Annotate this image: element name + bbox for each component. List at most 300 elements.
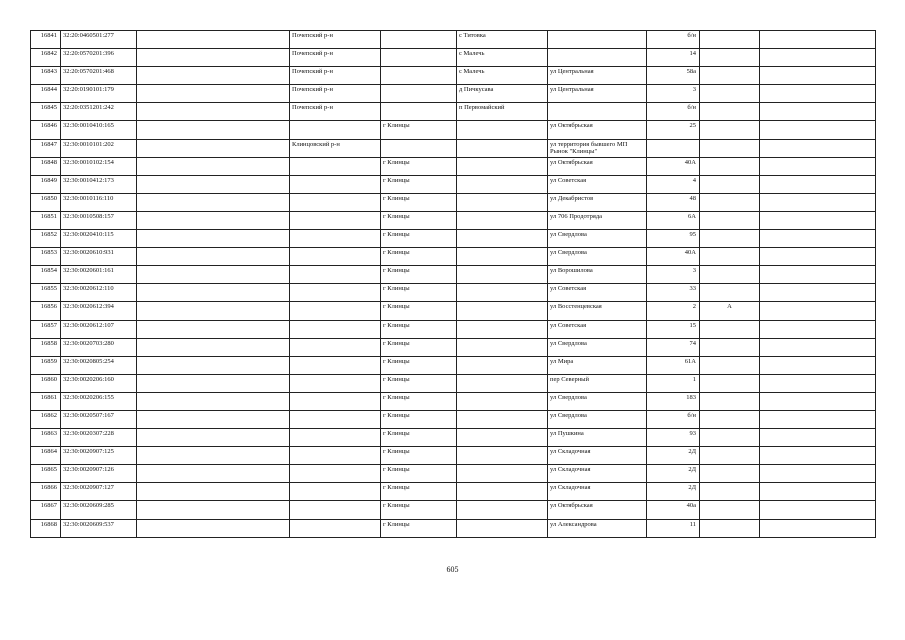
blank-cell (137, 302, 290, 320)
building-cell (700, 193, 760, 211)
cadastral-number-cell: 32:30:0010410:165 (61, 121, 137, 139)
house-number-cell: б/н (647, 410, 700, 428)
extra-cell (760, 465, 876, 483)
blank-cell (137, 447, 290, 465)
house-number-cell: 40А (647, 157, 700, 175)
row-number-cell: 16864 (31, 447, 61, 465)
settlement-cell (457, 139, 548, 157)
table-row (31, 284, 876, 302)
street-cell: ул Центральная (548, 67, 647, 85)
building-cell (700, 374, 760, 392)
city-cell: г Клинцы (381, 302, 457, 320)
building-cell (700, 483, 760, 501)
extra-cell (760, 266, 876, 284)
cadastral-number-cell: 32:30:0020601:161 (61, 266, 137, 284)
street-cell (548, 103, 647, 121)
row-number-cell: 16865 (31, 465, 61, 483)
settlement-cell (457, 356, 548, 374)
extra-cell (760, 338, 876, 356)
row-number-cell: 16844 (31, 85, 61, 103)
city-cell (381, 85, 457, 103)
district-cell (290, 483, 381, 501)
building-cell (700, 284, 760, 302)
settlement-cell: с Малечь (457, 49, 548, 67)
city-cell: г Клинцы (381, 230, 457, 248)
table-row (31, 193, 876, 211)
settlement-cell (457, 175, 548, 193)
house-number-cell (647, 139, 700, 157)
table-row (31, 429, 876, 447)
blank-cell (137, 374, 290, 392)
settlement-cell (457, 519, 548, 537)
table-row (31, 248, 876, 266)
settlement-cell (457, 302, 548, 320)
extra-cell (760, 157, 876, 175)
table-row (31, 139, 876, 157)
district-cell (290, 392, 381, 410)
settlement-cell (457, 230, 548, 248)
row-number-cell: 16842 (31, 49, 61, 67)
house-number-cell: 3 (647, 85, 700, 103)
street-cell: ул Октябрьская (548, 501, 647, 519)
house-number-cell: 2 (647, 302, 700, 320)
settlement-cell (457, 248, 548, 266)
city-cell: г Клинцы (381, 483, 457, 501)
extra-cell (760, 284, 876, 302)
city-cell (381, 139, 457, 157)
street-cell: ул Ворошилова (548, 266, 647, 284)
street-cell: ул Свердлова (548, 410, 647, 428)
table-body (31, 31, 876, 538)
building-cell (700, 320, 760, 338)
city-cell: г Клинцы (381, 248, 457, 266)
building-cell (700, 410, 760, 428)
settlement-cell (457, 374, 548, 392)
district-cell: Клинцовский р-н (290, 139, 381, 157)
street-cell: ул Складочная (548, 447, 647, 465)
row-number-cell: 16863 (31, 429, 61, 447)
cadastral-number-cell: 32:30:0020206:155 (61, 392, 137, 410)
house-number-cell: 33 (647, 284, 700, 302)
street-cell: ул Восстенцевская (548, 302, 647, 320)
cadastral-number-cell: 32:30:0020612:394 (61, 302, 137, 320)
blank-cell (137, 85, 290, 103)
blank-cell (137, 410, 290, 428)
street-cell: ул Мира (548, 356, 647, 374)
cadastral-number-cell: 32:30:0020609:285 (61, 501, 137, 519)
blank-cell (137, 483, 290, 501)
building-cell (700, 121, 760, 139)
extra-cell (760, 230, 876, 248)
street-cell (548, 49, 647, 67)
city-cell (381, 103, 457, 121)
row-number-cell: 16847 (31, 139, 61, 157)
cadastral-number-cell: 32:30:0020410:115 (61, 230, 137, 248)
table-row (31, 211, 876, 229)
blank-cell (137, 230, 290, 248)
street-cell: ул Складочная (548, 483, 647, 501)
blank-cell (137, 266, 290, 284)
building-cell (700, 519, 760, 537)
extra-cell (760, 193, 876, 211)
settlement-cell: с Титовка (457, 31, 548, 49)
settlement-cell: д Пичкусава (457, 85, 548, 103)
house-number-cell: 1 (647, 374, 700, 392)
extra-cell (760, 49, 876, 67)
district-cell (290, 284, 381, 302)
city-cell: г Клинцы (381, 266, 457, 284)
extra-cell (760, 320, 876, 338)
settlement-cell (457, 121, 548, 139)
row-number-cell: 16853 (31, 248, 61, 266)
blank-cell (137, 320, 290, 338)
settlement-cell (457, 320, 548, 338)
district-cell (290, 211, 381, 229)
district-cell (290, 447, 381, 465)
row-number-cell: 16846 (31, 121, 61, 139)
city-cell: г Клинцы (381, 429, 457, 447)
district-cell (290, 302, 381, 320)
extra-cell (760, 501, 876, 519)
district-cell: Почепский р-н (290, 49, 381, 67)
street-cell: ул Свердлова (548, 230, 647, 248)
extra-cell (760, 175, 876, 193)
city-cell: г Клинцы (381, 338, 457, 356)
cadastral-number-cell: 32:30:0020612:107 (61, 320, 137, 338)
extra-cell (760, 302, 876, 320)
city-cell: г Клинцы (381, 175, 457, 193)
extra-cell (760, 103, 876, 121)
cadastral-number-cell: 32:30:0020206:160 (61, 374, 137, 392)
settlement-cell (457, 157, 548, 175)
settlement-cell (457, 410, 548, 428)
district-cell (290, 175, 381, 193)
city-cell (381, 49, 457, 67)
page-number: 605 (446, 565, 459, 574)
building-cell (700, 230, 760, 248)
building-cell (700, 266, 760, 284)
house-number-cell: 40А (647, 248, 700, 266)
street-cell: ул 706 Продотряда (548, 211, 647, 229)
cadastral-number-cell: 32:30:0020703:280 (61, 338, 137, 356)
row-number-cell: 16860 (31, 374, 61, 392)
settlement-cell (457, 429, 548, 447)
extra-cell (760, 429, 876, 447)
street-cell: ул Свердлова (548, 338, 647, 356)
extra-cell (760, 211, 876, 229)
cadastral-number-cell: 32:30:0010101:202 (61, 139, 137, 157)
cadastral-number-cell: 32:20:0351201:242 (61, 103, 137, 121)
building-cell (700, 447, 760, 465)
district-cell (290, 519, 381, 537)
cadastral-number-cell: 32:30:0020612:110 (61, 284, 137, 302)
building-cell (700, 248, 760, 266)
blank-cell (137, 139, 290, 157)
table-row (31, 31, 876, 49)
extra-cell (760, 31, 876, 49)
blank-cell (137, 175, 290, 193)
table-row (31, 85, 876, 103)
cadastral-number-cell: 32:30:0020307:228 (61, 429, 137, 447)
extra-cell (760, 67, 876, 85)
blank-cell (137, 49, 290, 67)
street-cell: ул Александрова (548, 519, 647, 537)
cadastral-number-cell: 32:30:0020907:126 (61, 465, 137, 483)
house-number-cell: 74 (647, 338, 700, 356)
district-cell (290, 465, 381, 483)
building-cell (700, 67, 760, 85)
extra-cell (760, 374, 876, 392)
building-cell (700, 356, 760, 374)
city-cell (381, 31, 457, 49)
district-cell (290, 374, 381, 392)
house-number-cell: б/н (647, 31, 700, 49)
district-cell (290, 429, 381, 447)
extra-cell (760, 483, 876, 501)
extra-cell (760, 139, 876, 157)
street-cell: пер Северный (548, 374, 647, 392)
city-cell: г Клинцы (381, 519, 457, 537)
table-row (31, 302, 876, 320)
table-row (31, 121, 876, 139)
property-register-table (30, 30, 876, 538)
table-row (31, 67, 876, 85)
city-cell: г Клинцы (381, 501, 457, 519)
street-cell: ул Свердлова (548, 248, 647, 266)
table-row (31, 447, 876, 465)
blank-cell (137, 193, 290, 211)
extra-cell (760, 392, 876, 410)
district-cell (290, 121, 381, 139)
district-cell: Почепский р-н (290, 31, 381, 49)
row-number-cell: 16854 (31, 266, 61, 284)
blank-cell (137, 501, 290, 519)
blank-cell (137, 356, 290, 374)
building-cell (700, 49, 760, 67)
house-number-cell: 40а (647, 501, 700, 519)
row-number-cell: 16852 (31, 230, 61, 248)
house-number-cell: 93 (647, 429, 700, 447)
settlement-cell (457, 338, 548, 356)
cadastral-number-cell: 32:30:0020507:167 (61, 410, 137, 428)
building-cell (700, 31, 760, 49)
extra-cell (760, 447, 876, 465)
district-cell (290, 266, 381, 284)
city-cell: г Клинцы (381, 320, 457, 338)
row-number-cell: 16857 (31, 320, 61, 338)
table-row (31, 266, 876, 284)
settlement-cell (457, 465, 548, 483)
district-cell (290, 410, 381, 428)
row-number-cell: 16848 (31, 157, 61, 175)
district-cell: Почепский р-н (290, 67, 381, 85)
street-cell: ул территория бывшего МП Рынок "Клинцы" (548, 139, 647, 157)
blank-cell (137, 392, 290, 410)
city-cell: г Клинцы (381, 193, 457, 211)
building-cell (700, 157, 760, 175)
district-cell (290, 501, 381, 519)
street-cell: ул Пушкина (548, 429, 647, 447)
house-number-cell: 25 (647, 121, 700, 139)
extra-cell (760, 356, 876, 374)
city-cell: г Клинцы (381, 392, 457, 410)
building-cell (700, 103, 760, 121)
district-cell (290, 356, 381, 374)
cadastral-number-cell: 32:30:0020610:931 (61, 248, 137, 266)
street-cell: ул Складочная (548, 465, 647, 483)
blank-cell (137, 338, 290, 356)
building-cell (700, 465, 760, 483)
house-number-cell: 14 (647, 49, 700, 67)
extra-cell (760, 248, 876, 266)
house-number-cell: б/н (647, 103, 700, 121)
extra-cell (760, 85, 876, 103)
house-number-cell: 15 (647, 320, 700, 338)
settlement-cell (457, 483, 548, 501)
row-number-cell: 16841 (31, 31, 61, 49)
table-row (31, 103, 876, 121)
street-cell: ул Советская (548, 175, 647, 193)
house-number-cell: 2Д (647, 447, 700, 465)
city-cell: г Клинцы (381, 356, 457, 374)
settlement-cell (457, 193, 548, 211)
table-row (31, 175, 876, 193)
extra-cell (760, 121, 876, 139)
table-row (31, 519, 876, 537)
city-cell: г Клинцы (381, 410, 457, 428)
house-number-cell: 58а (647, 67, 700, 85)
row-number-cell: 16843 (31, 67, 61, 85)
house-number-cell: 2Д (647, 483, 700, 501)
settlement-cell (457, 501, 548, 519)
blank-cell (137, 67, 290, 85)
row-number-cell: 16867 (31, 501, 61, 519)
row-number-cell: 16855 (31, 284, 61, 302)
house-number-cell: 183 (647, 392, 700, 410)
cadastral-number-cell: 32:30:0020907:125 (61, 447, 137, 465)
blank-cell (137, 519, 290, 537)
table-row (31, 501, 876, 519)
house-number-cell: 6А (647, 211, 700, 229)
district-cell: Почепский р-н (290, 85, 381, 103)
building-cell: А (700, 302, 760, 320)
settlement-cell (457, 392, 548, 410)
table-row (31, 49, 876, 67)
house-number-cell: 61А (647, 356, 700, 374)
cadastral-number-cell: 32:20:0570201:468 (61, 67, 137, 85)
building-cell (700, 392, 760, 410)
row-number-cell: 16849 (31, 175, 61, 193)
cadastral-number-cell: 32:20:0190101:179 (61, 85, 137, 103)
district-cell (290, 338, 381, 356)
row-number-cell: 16851 (31, 211, 61, 229)
district-cell (290, 193, 381, 211)
table-row (31, 374, 876, 392)
row-number-cell: 16845 (31, 103, 61, 121)
house-number-cell: 95 (647, 230, 700, 248)
cadastral-number-cell: 32:30:0020609:537 (61, 519, 137, 537)
building-cell (700, 175, 760, 193)
city-cell: г Клинцы (381, 447, 457, 465)
district-cell: Почепский р-н (290, 103, 381, 121)
extra-cell (760, 410, 876, 428)
building-cell (700, 429, 760, 447)
row-number-cell: 16866 (31, 483, 61, 501)
blank-cell (137, 248, 290, 266)
building-cell (700, 501, 760, 519)
cadastral-number-cell: 32:30:0010116:110 (61, 193, 137, 211)
house-number-cell: 2Д (647, 465, 700, 483)
blank-cell (137, 31, 290, 49)
building-cell (700, 139, 760, 157)
city-cell: г Клинцы (381, 284, 457, 302)
table-row (31, 483, 876, 501)
district-cell (290, 320, 381, 338)
cadastral-number-cell: 32:30:0020805:254 (61, 356, 137, 374)
cadastral-number-cell: 32:20:0460501:277 (61, 31, 137, 49)
table-row (31, 320, 876, 338)
table-row (31, 465, 876, 483)
district-cell (290, 248, 381, 266)
house-number-cell: 4 (647, 175, 700, 193)
row-number-cell: 16862 (31, 410, 61, 428)
blank-cell (137, 465, 290, 483)
row-number-cell: 16859 (31, 356, 61, 374)
street-cell: ул Свердлова (548, 392, 647, 410)
blank-cell (137, 429, 290, 447)
city-cell: г Клинцы (381, 374, 457, 392)
city-cell: г Клинцы (381, 121, 457, 139)
blank-cell (137, 284, 290, 302)
settlement-cell (457, 211, 548, 229)
table-row (31, 410, 876, 428)
cadastral-number-cell: 32:20:0570201:396 (61, 49, 137, 67)
row-number-cell: 16856 (31, 302, 61, 320)
street-cell: ул Декабристов (548, 193, 647, 211)
row-number-cell: 16861 (31, 392, 61, 410)
cadastral-number-cell: 32:30:0020907:127 (61, 483, 137, 501)
row-number-cell: 16858 (31, 338, 61, 356)
table-row (31, 392, 876, 410)
street-cell: ул Октябрьская (548, 157, 647, 175)
blank-cell (137, 121, 290, 139)
building-cell (700, 338, 760, 356)
blank-cell (137, 211, 290, 229)
house-number-cell: 48 (647, 193, 700, 211)
street-cell (548, 31, 647, 49)
city-cell: г Клинцы (381, 465, 457, 483)
table-row (31, 338, 876, 356)
house-number-cell: 3 (647, 266, 700, 284)
street-cell: ул Советская (548, 284, 647, 302)
street-cell: ул Центральная (548, 85, 647, 103)
house-number-cell: 11 (647, 519, 700, 537)
settlement-cell: с Малечь (457, 67, 548, 85)
table-row (31, 356, 876, 374)
extra-cell (760, 519, 876, 537)
cadastral-number-cell: 32:30:0010412:173 (61, 175, 137, 193)
settlement-cell (457, 284, 548, 302)
settlement-cell (457, 266, 548, 284)
street-cell: ул Советская (548, 320, 647, 338)
building-cell (700, 85, 760, 103)
blank-cell (137, 157, 290, 175)
city-cell (381, 67, 457, 85)
row-number-cell: 16868 (31, 519, 61, 537)
table-row (31, 230, 876, 248)
district-cell (290, 230, 381, 248)
building-cell (700, 211, 760, 229)
